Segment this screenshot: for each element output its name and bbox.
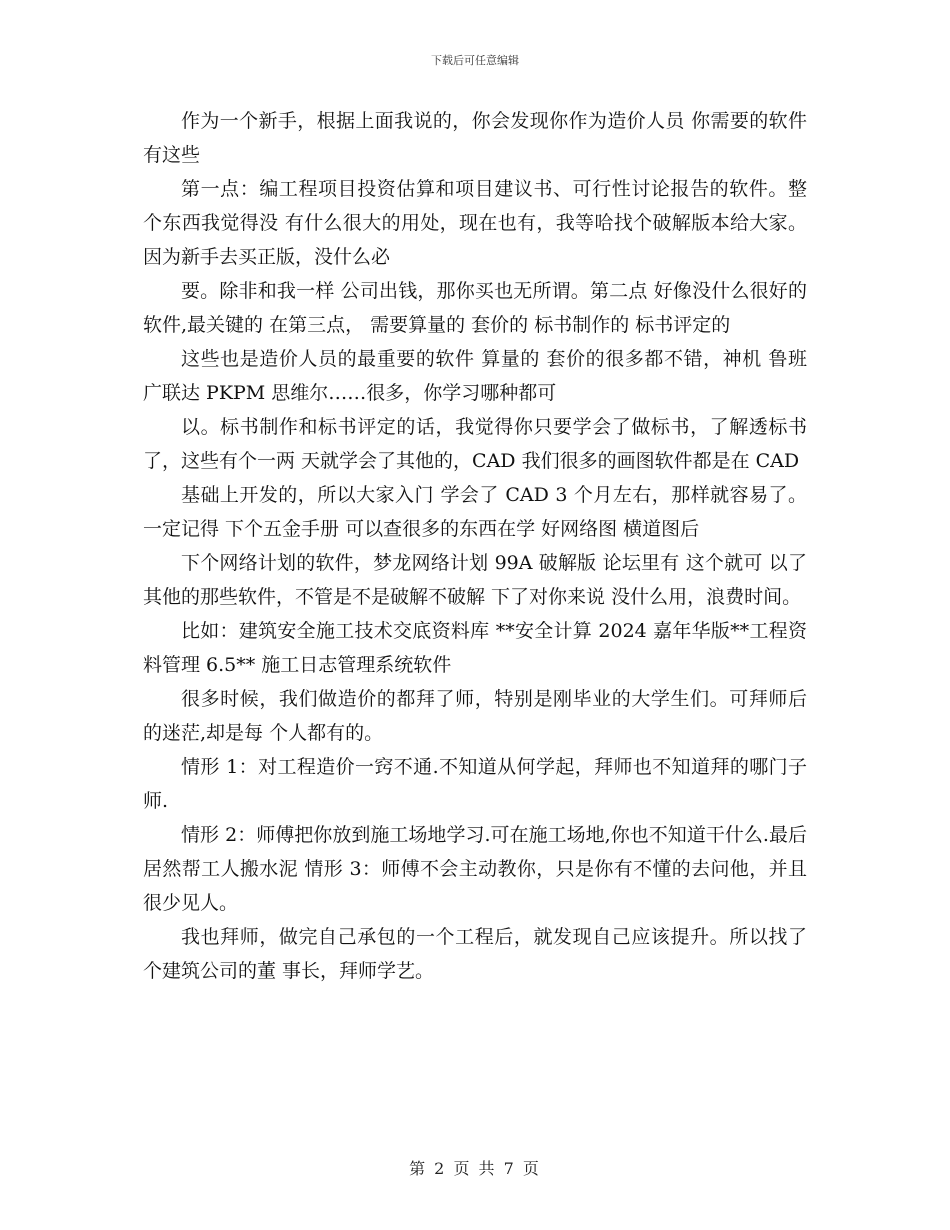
paragraph: 情形 1：对工程造价一窍不通.不知道从何学起，拜师也不知道拜的哪门子师. — [143, 756, 807, 812]
page-number: 第 2 页 共 7 页 — [409, 1159, 541, 1178]
paragraph: 我也拜师，做完自己承包的一个工程后，就发现自己应该提升。所以找了个建筑公司的董 事长，拜师学艺。 — [143, 926, 807, 982]
paragraph: 比如：建筑安全施工技术交底资料库 **安全计算 2024 嘉年华版**工程资料管理 6.5** 施工日志管理系统软件 — [143, 620, 807, 676]
paragraph: 情形 2：师傅把你放到施工场地学习.可在施工场地,你也不知道干什么.最后居然帮工人搬水泥 情形 3：师傅不会主动教你，只是你有不懂的去问他，并且很少见人。 — [143, 824, 807, 914]
paragraph: 要。除非和我一样 公司出钱，那你买也无所谓。第二点 好像没什么很好的软件,最关键的 在第三点， 需要算量的 套价的 标书制作的 标书评定的 — [143, 280, 807, 336]
page-header: 下载后可任意编辑 — [431, 54, 519, 67]
paragraph: 下个网络计划的软件，梦龙网络计划 99A 破解版 论坛里有 这个就可 以了其他的那些软件，不管是不是破解不破解 下了对你来说 没什么用，浪费时间。 — [143, 552, 807, 608]
document-body — [143, 104, 807, 988]
paragraph: 很多时候，我们做造价的都拜了师，特别是刚毕业的大学生们。可拜师后的迷茫,却是每 个人都有的。 — [143, 688, 807, 744]
paragraph: 作为一个新手，根据上面我说的，你会发现你作为造价人员 你需要的软件有这些 — [143, 110, 807, 166]
paragraph: 基础上开发的，所以大家入门 学会了 CAD 3 个月左右，那样就容易了。一定记得 下个五金手册 可以查很多的东西在学 好网络图 横道图后 — [143, 484, 807, 540]
paragraph: 这些也是造价人员的最重要的软件 算量的 套价的很多都不错，神机 鲁班 广联达 PKPM 思维尔……很多，你学习哪种都可 — [143, 348, 807, 404]
paragraph: 第一点：编工程项目投资估算和项目建议书、可行性讨论报告的软件。整个东西我觉得没 有什么很大的用处，现在也有，我等哈找个破解版本给大家。因为新手去买正版，没什么必 — [143, 178, 807, 268]
paragraph: 以。标书制作和标书评定的话，我觉得你只要学会了做标书，了解透标书了，这些有个一两 天就学会了其他的，CAD 我们很多的画图软件都是在 CAD — [143, 416, 807, 472]
